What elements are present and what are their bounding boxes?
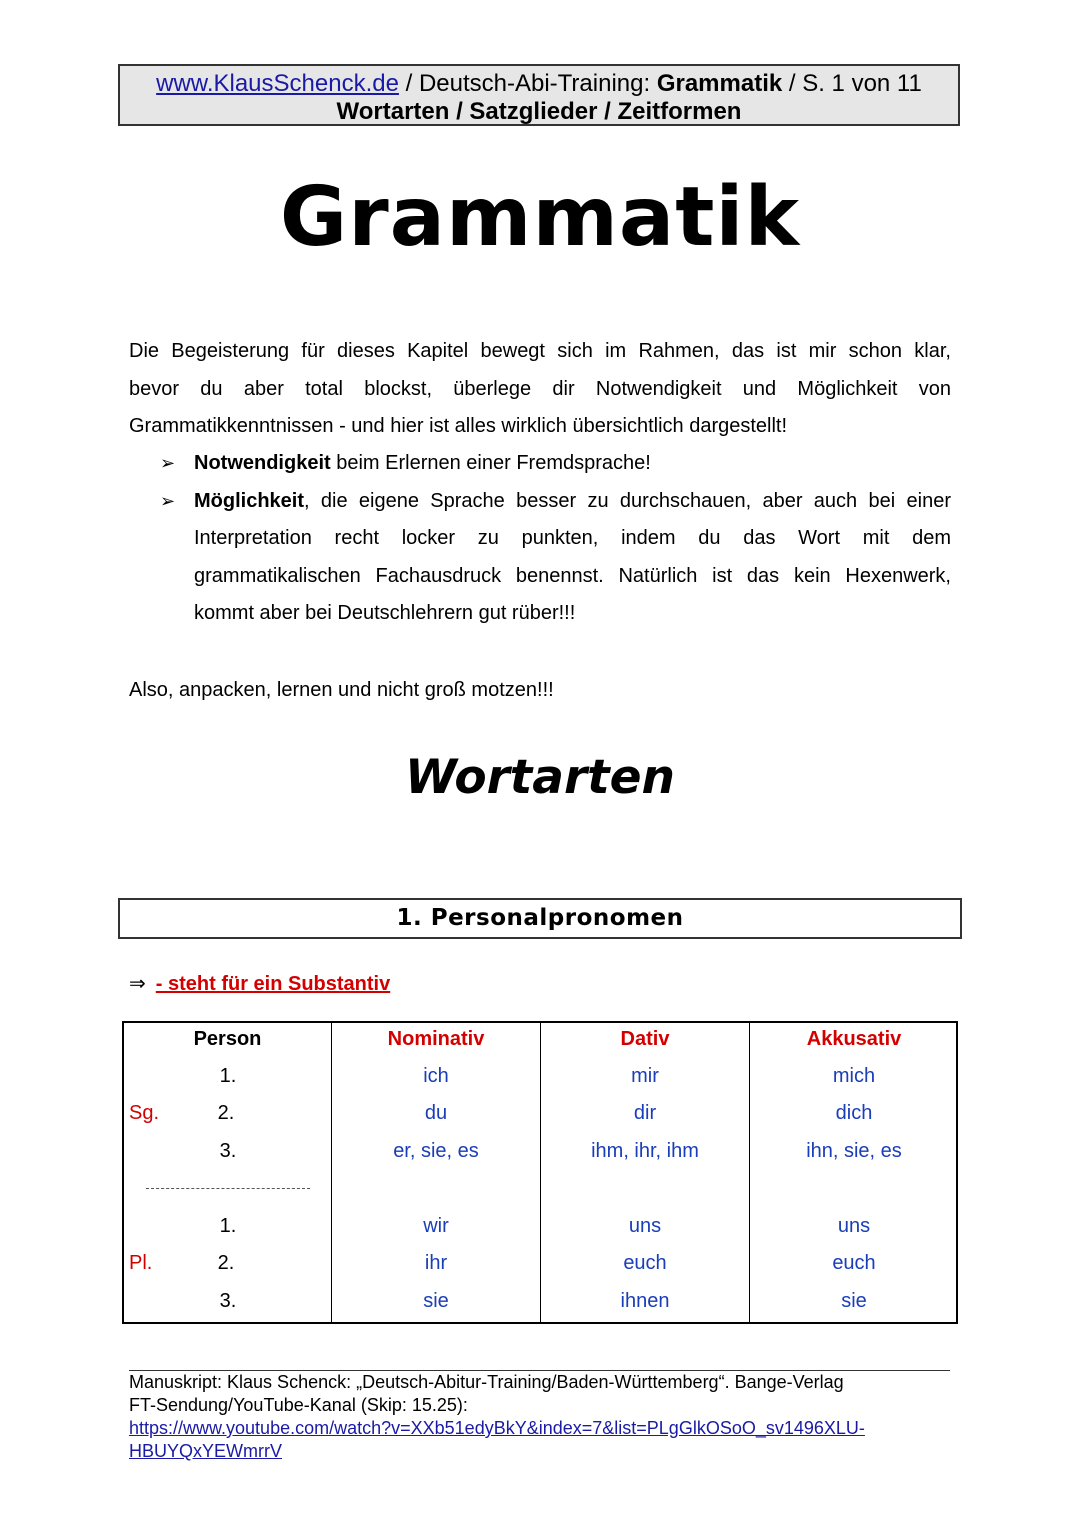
dativ-cell: euch bbox=[623, 1252, 667, 1274]
header-nominativ: Nominativ bbox=[387, 1028, 485, 1050]
intro-line-1: Die Begeisterung für dieses Kapitel bewegt sich im Rahmen, das ist mir schon klar, bbox=[129, 340, 951, 362]
closing-text: Also, anpacken, lernen und nicht groß motzen!!! bbox=[129, 679, 554, 701]
note-text: - steht für ein Substantiv bbox=[155, 973, 391, 995]
nominativ-cell: du bbox=[424, 1102, 448, 1124]
footer-broadcast: FT-Sendung/YouTube-Kanal (Skip: 15.25): bbox=[129, 1395, 468, 1415]
bullet-text: , die eigene Sprache besser zu durchschauen, aber auch bei einer Interpretation recht locker zu punkten, indem du das Wort mit dem grammatikalischen Fachausdruck benennst. Natürlich ist das kein Hexenwerk, kommt aber bei Deutschlehrern gut rüber!!! bbox=[194, 489, 951, 624]
person-number: 2. bbox=[217, 1102, 235, 1124]
bullet-text: beim Erlernen einer Fremdsprache! bbox=[330, 452, 651, 474]
dativ-cell: ihnen bbox=[620, 1290, 670, 1312]
note-line bbox=[129, 970, 390, 998]
footer-youtube-link[interactable]: https://www.youtube.com/watch?v=XXb51edyBkY&index=7&list=PLgGlkOSoO_sv1496XLU- bbox=[129, 1418, 865, 1438]
akkusativ-cell: dich bbox=[835, 1102, 873, 1124]
plural-label: Pl. bbox=[129, 1252, 153, 1274]
person-number: 1. bbox=[219, 1215, 237, 1237]
footer-manuscript: Manuskript: Klaus Schenck: „Deutsch-Abitur-Training/Baden-Württemberg“. Bange-Verlag bbox=[129, 1372, 844, 1392]
akkusativ-cell: euch bbox=[832, 1252, 876, 1274]
header-akkusativ: Akkusativ bbox=[806, 1028, 902, 1050]
dativ-cell: uns bbox=[628, 1215, 662, 1237]
nominativ-cell: ich bbox=[423, 1065, 449, 1087]
site-link[interactable]: www.KlausSchenck.de bbox=[156, 70, 399, 97]
subsection-heading: 1. Personalpronomen bbox=[118, 898, 962, 939]
header-dativ: Dativ bbox=[620, 1028, 670, 1050]
arrow-bullet-icon: ➢ bbox=[160, 453, 176, 473]
person-number: 3. bbox=[219, 1140, 237, 1162]
nominativ-cell: er, sie, es bbox=[393, 1140, 479, 1162]
bullet-list bbox=[160, 445, 951, 633]
page-footer bbox=[129, 1371, 959, 1463]
page-title: Grammatik bbox=[279, 170, 801, 265]
bullet-item-notwendigkeit bbox=[160, 445, 951, 483]
section-heading: Wortarten bbox=[405, 750, 675, 805]
dativ-cell: dir bbox=[633, 1102, 657, 1124]
akkusativ-cell: ihn, sie, es bbox=[806, 1140, 902, 1162]
page-header bbox=[118, 64, 960, 126]
bullet-keyword: Notwendigkeit bbox=[194, 452, 331, 474]
header-subtitle: Wortarten / Satzglieder / Zeitformen bbox=[336, 98, 742, 125]
bullet-item-moeglichkeit bbox=[160, 483, 951, 633]
bullet-keyword: Möglichkeit bbox=[194, 489, 305, 512]
person-number: 1. bbox=[219, 1065, 237, 1087]
akkusativ-cell: mich bbox=[832, 1065, 876, 1087]
nominativ-cell: sie bbox=[423, 1290, 449, 1312]
akkusativ-cell: uns bbox=[837, 1215, 871, 1237]
dashed-separator bbox=[146, 1188, 310, 1189]
implies-arrow-icon: ⇒ bbox=[129, 973, 146, 995]
dativ-cell: mir bbox=[631, 1065, 659, 1087]
pronoun-table bbox=[122, 1021, 958, 1324]
dativ-cell: ihm, ihr, ihm bbox=[591, 1140, 699, 1162]
nominativ-cell: wir bbox=[423, 1215, 449, 1237]
intro-paragraph bbox=[129, 333, 951, 446]
header-course: / Deutsch-Abi-Training: bbox=[398, 70, 657, 97]
header-topic: Grammatik bbox=[656, 70, 783, 97]
akkusativ-cell: sie bbox=[841, 1290, 867, 1312]
intro-line-3: Grammatikkenntnissen - und hier ist alles wirklich übersichtlich dargestellt! bbox=[129, 415, 788, 437]
arrow-bullet-icon: ➢ bbox=[160, 490, 176, 511]
header-line-1 bbox=[120, 69, 958, 98]
person-number: 2. bbox=[217, 1252, 235, 1274]
header-person: Person bbox=[193, 1028, 262, 1050]
intro-line-2: bevor du aber total blockst, überlege dir Notwendigkeit und Möglichkeit von bbox=[129, 377, 951, 400]
footer-youtube-link-cont[interactable]: HBUYQxYEWmrrV bbox=[129, 1441, 282, 1461]
person-number: 3. bbox=[219, 1290, 237, 1312]
header-page: / S. 1 von 11 bbox=[782, 70, 922, 97]
singular-label: Sg. bbox=[129, 1102, 160, 1124]
nominativ-cell: ihr bbox=[424, 1252, 448, 1274]
